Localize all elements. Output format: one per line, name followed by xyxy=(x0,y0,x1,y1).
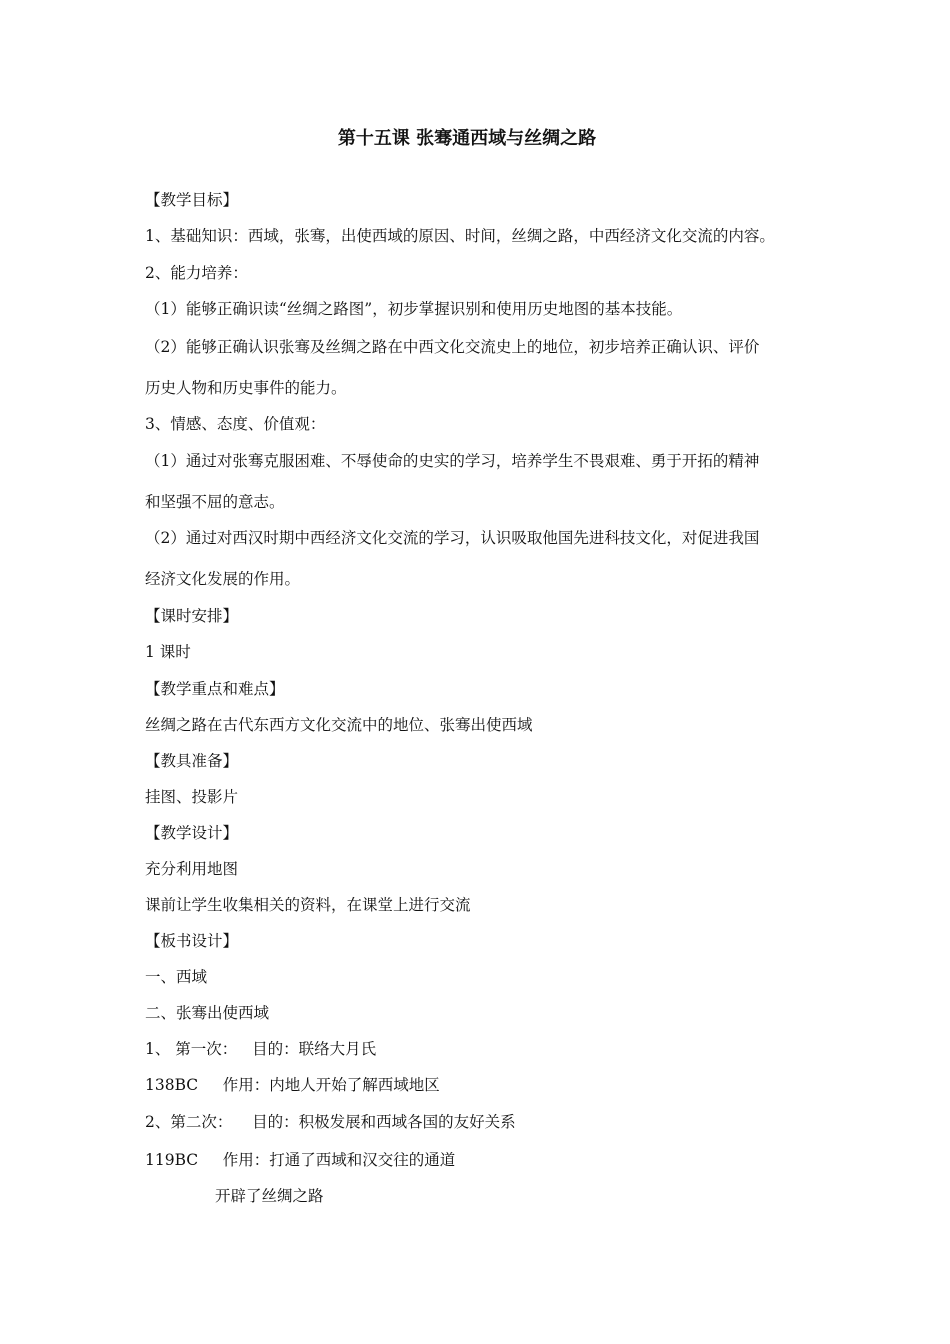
paragraph-line: 1、 第一次： 目的：联络大月氏 xyxy=(145,1040,377,1058)
section-heading-key-points: 【教学重点和难点】 xyxy=(145,680,285,698)
paragraph-line: （2）通过对西汉时期中西经济文化交流的学习，认识吸取他国先进科技文化，对促进我国 xyxy=(145,529,760,547)
paragraph-line: 119BC 作用：打通了西域和汉交往的通道 xyxy=(145,1151,456,1169)
section-heading-materials: 【教具准备】 xyxy=(145,752,239,770)
section-heading-objectives: 【教学目标】 xyxy=(145,191,239,209)
paragraph-line: 和坚强不屈的意志。 xyxy=(145,493,285,511)
paragraph-line: 二、张骞出使西域 xyxy=(145,1004,270,1022)
section-heading-schedule: 【课时安排】 xyxy=(145,607,239,625)
paragraph-line: 课前让学生收集相关的资料，在课堂上进行交流 xyxy=(145,896,471,914)
paragraph-line: 一、西域 xyxy=(145,968,208,986)
paragraph-line: （2）能够正确认识张骞及丝绸之路在中西文化交流史上的地位，初步培养正确认识、评价 xyxy=(145,338,760,356)
paragraph-line: 1 课时 xyxy=(145,643,191,661)
paragraph-line: 138BC 作用：内地人开始了解西域地区 xyxy=(145,1076,440,1094)
section-heading-design: 【教学设计】 xyxy=(145,824,239,842)
paragraph-line: （1）通过对张骞克服困难、不辱使命的史实的学习，培养学生不畏艰难、勇于开拓的精神 xyxy=(145,452,760,470)
paragraph-line: 丝绸之路在古代东西方文化交流中的地位、张骞出使西域 xyxy=(145,716,533,734)
document-title: 第十五课 张骞通西域与丝绸之路 xyxy=(337,128,597,149)
paragraph-line: 充分利用地图 xyxy=(145,860,239,878)
paragraph-line: 开辟了丝绸之路 xyxy=(215,1187,324,1205)
paragraph-line: 2、能力培养： xyxy=(145,264,248,282)
paragraph-line: 挂图、投影片 xyxy=(145,788,239,806)
paragraph-line: （1）能够正确识读“丝绸之路图”，初步掌握识别和使用历史地图的基本技能。 xyxy=(145,300,683,318)
paragraph-line: 经济文化发展的作用。 xyxy=(145,570,301,588)
paragraph-line: 历史人物和历史事件的能力。 xyxy=(145,379,347,397)
paragraph-line: 3、情感、态度、价值观： xyxy=(145,415,326,433)
section-heading-board: 【板书设计】 xyxy=(145,932,239,950)
paragraph-line: 1、基础知识：西域，张骞，出使西域的原因、时间，丝绸之路，中西经济文化交流的内容。 xyxy=(145,227,775,245)
paragraph-line: 2、第二次： 目的：积极发展和西域各国的友好关系 xyxy=(145,1113,516,1131)
